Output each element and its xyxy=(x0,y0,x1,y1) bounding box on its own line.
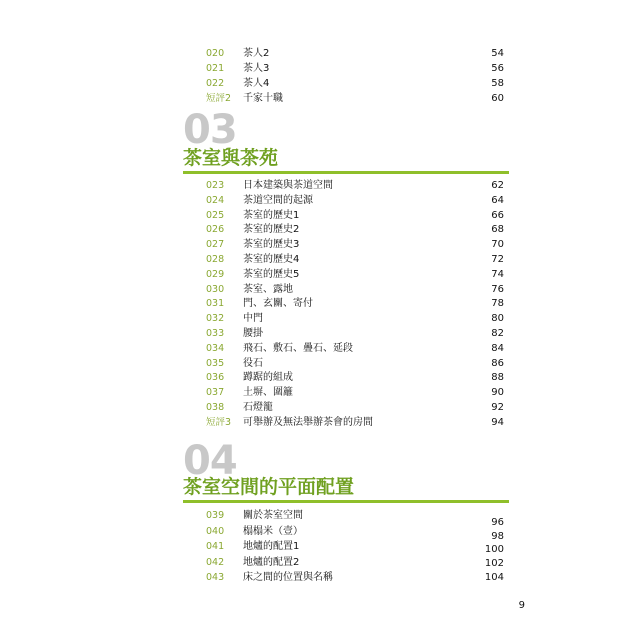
entry-page: 60 xyxy=(491,93,504,104)
toc-entry xyxy=(0,237,640,252)
entry-title: 地爐的配置2 xyxy=(243,556,300,568)
toc-entry xyxy=(0,326,640,341)
entry-number: 036 xyxy=(206,372,225,384)
chapter-number: 04 xyxy=(183,438,237,484)
toc-entry xyxy=(0,555,640,570)
entry-number: 032 xyxy=(206,313,225,325)
entry-number: 022 xyxy=(206,78,225,89)
entry-page: 58 xyxy=(491,78,504,89)
entry-title: 床之間的位置與名稱 xyxy=(243,572,333,583)
entry-title: 茶室的歷史2 xyxy=(243,224,300,236)
entry-title: 茶道空間的起源 xyxy=(243,194,313,206)
entry-number: 020 xyxy=(206,48,225,59)
entry-title: 茶室的歷史5 xyxy=(243,268,300,280)
entry-number: 024 xyxy=(206,194,225,206)
toc-entry xyxy=(0,370,640,385)
toc-entry xyxy=(0,311,640,326)
toc-entry xyxy=(0,61,640,76)
toc-entry xyxy=(0,91,640,106)
toc-entry xyxy=(0,508,640,528)
entry-title: 蹲踞的組成 xyxy=(243,372,293,384)
entry-title: 榻榻米（壹） xyxy=(243,525,303,537)
entry-page: 86 xyxy=(491,357,504,369)
entry-title: 日本建築與茶道空間 xyxy=(243,180,333,191)
entry-page: 84 xyxy=(491,342,504,354)
entry-number: 043 xyxy=(206,572,225,583)
entry-number: 034 xyxy=(206,342,225,354)
entry-title: 門、玄關、寄付 xyxy=(243,298,313,310)
entry-page: 90 xyxy=(491,387,504,399)
toc-entry xyxy=(0,76,640,91)
entry-number: 026 xyxy=(206,224,225,236)
entry-page: 98 xyxy=(491,530,504,542)
entry-title: 可舉辦及無法舉辦茶會的房間 xyxy=(243,416,373,428)
toc-entry xyxy=(0,400,640,415)
entry-page: 82 xyxy=(491,328,504,339)
entry-number: 042 xyxy=(206,556,225,568)
entry-title: 茶人3 xyxy=(243,63,270,74)
chapter-number: 03 xyxy=(183,107,237,153)
entry-title: 茶室、露地 xyxy=(243,283,293,295)
entry-title: 飛石、敷石、疊石、延段 xyxy=(243,342,353,354)
entry-page: 94 xyxy=(491,416,504,428)
entry-number: 040 xyxy=(206,525,225,537)
entry-number: 025 xyxy=(206,209,225,221)
toc-entry xyxy=(0,222,640,237)
entry-number: 028 xyxy=(206,254,225,265)
entry-page: 102 xyxy=(484,557,504,569)
entry-title: 石燈籠 xyxy=(243,402,273,413)
entry-page: 78 xyxy=(491,298,504,310)
toc-entry xyxy=(0,252,640,267)
chapter-divider xyxy=(183,171,509,174)
page-number: 9 xyxy=(518,600,525,611)
entry-number: 037 xyxy=(206,387,225,399)
entry-number: 033 xyxy=(206,328,225,339)
entry-title: 役石 xyxy=(243,357,263,369)
entry-title: 茶人2 xyxy=(243,48,270,59)
entry-title: 茶室的歷史3 xyxy=(243,239,300,251)
toc-entry xyxy=(0,356,640,371)
entry-number: 031 xyxy=(206,298,225,310)
toc-entry xyxy=(0,385,640,400)
entry-page: 72 xyxy=(491,254,504,265)
entry-title: 千家十職 xyxy=(243,93,283,104)
entry-title: 腰掛 xyxy=(243,328,263,339)
entry-number: 短評2 xyxy=(206,93,232,104)
entry-number: 短評3 xyxy=(206,416,232,428)
entry-page: 88 xyxy=(491,372,504,384)
entry-page: 70 xyxy=(491,239,504,251)
entry-page: 56 xyxy=(491,63,504,74)
entry-title: 地爐的配置1 xyxy=(243,541,300,552)
toc-entry xyxy=(0,208,640,223)
entry-title: 茶室的歷史1 xyxy=(243,209,300,221)
entry-number: 030 xyxy=(206,283,225,295)
entry-number: 029 xyxy=(206,268,225,280)
entry-title: 茶人4 xyxy=(243,78,270,89)
entry-title: 土塀、圍籬 xyxy=(243,387,293,399)
toc-entry xyxy=(0,341,640,356)
entry-title: 中門 xyxy=(243,313,263,325)
entry-page: 68 xyxy=(491,224,504,236)
entry-page: 74 xyxy=(491,268,504,280)
toc-entry xyxy=(0,46,640,61)
toc-entry xyxy=(0,570,640,585)
entry-number: 027 xyxy=(206,239,225,251)
chapter-divider xyxy=(183,500,509,503)
entry-page: 62 xyxy=(491,180,504,191)
entry-page: 96 xyxy=(491,517,504,528)
entry-number: 041 xyxy=(206,541,225,552)
toc-entry xyxy=(0,296,640,311)
entry-number: 021 xyxy=(206,63,225,74)
toc-entry xyxy=(0,178,640,193)
entry-page: 66 xyxy=(491,209,504,221)
toc-entry xyxy=(0,267,640,282)
entry-number: 035 xyxy=(206,357,225,369)
entry-page: 104 xyxy=(484,572,504,583)
entry-page: 76 xyxy=(491,283,504,295)
entry-number: 023 xyxy=(206,180,225,191)
entry-page: 64 xyxy=(491,194,504,206)
chapter-title: 茶室空間的平面配置 xyxy=(183,476,355,498)
entry-title: 關於茶室空間 xyxy=(243,510,303,521)
entry-title: 茶室的歷史4 xyxy=(243,254,300,265)
toc-entry xyxy=(0,282,640,297)
toc-entry xyxy=(0,539,640,554)
entry-page: 80 xyxy=(491,313,504,325)
toc-entry xyxy=(0,524,640,542)
entry-page: 92 xyxy=(491,402,504,413)
entry-page: 100 xyxy=(484,544,504,555)
entry-number: 039 xyxy=(206,510,225,521)
chapter-title: 茶室與茶苑 xyxy=(183,147,279,169)
entry-page: 54 xyxy=(491,48,504,59)
toc-entry xyxy=(0,415,640,430)
entry-number: 038 xyxy=(206,402,225,413)
toc-entry xyxy=(0,193,640,208)
